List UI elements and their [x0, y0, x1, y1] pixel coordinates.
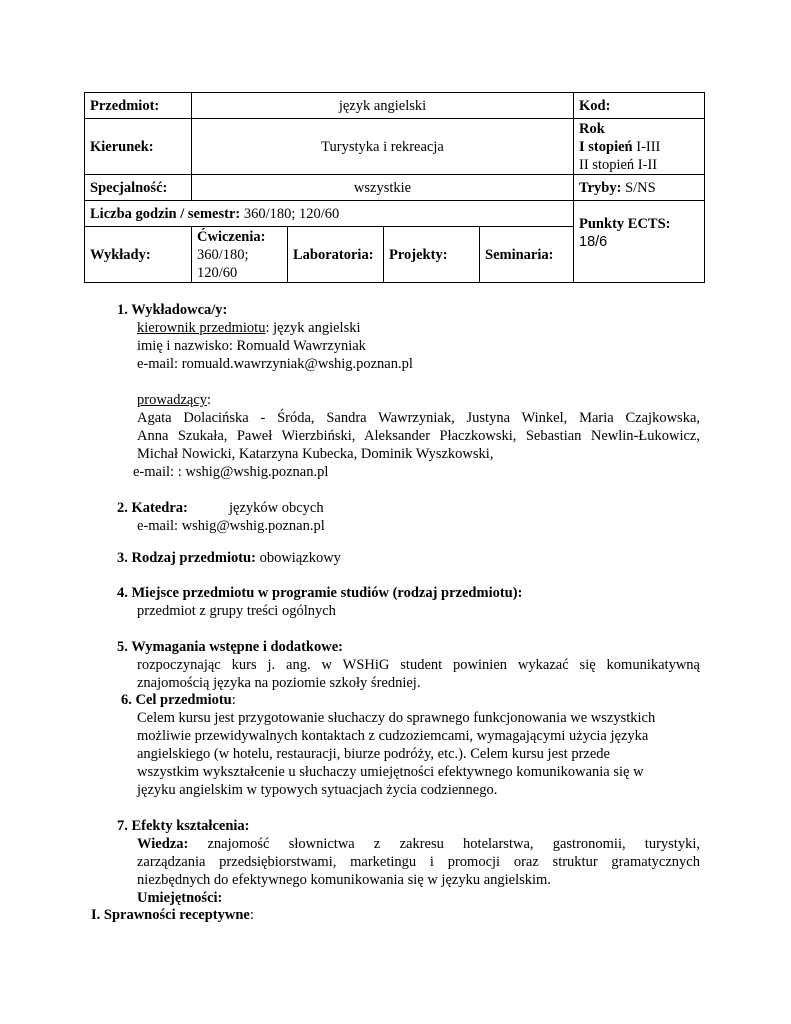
- sprawnosci-receptywne: [91, 906, 254, 924]
- prowadzacy-names-3: Michał Nowicki, Katarzyna Kubecka, Dominik Wyszkowski,: [137, 446, 494, 462]
- stopien1-value: I-III: [632, 138, 661, 155]
- cel-colon: :: [231, 692, 236, 708]
- prowadzacy-colon: :: [207, 392, 212, 408]
- liczba-value: 360/180; 120/60: [240, 205, 340, 222]
- katedra-email: e-mail: wshig@wshig.poznan.pl: [137, 518, 325, 534]
- liczba-label: Liczba godzin / semestr:: [90, 205, 241, 222]
- sprawnosci-label: I. Sprawności receptywne: [91, 907, 250, 923]
- prowadzacy-line: [137, 391, 211, 409]
- kierownik-email: e-mail: romuald.wawrzyniak@wshig.poznan.pl: [137, 356, 413, 372]
- wymagania-line-2: znajomością języka na poziomie szkoły średniej.: [137, 675, 421, 691]
- katedra-value: języków obcych: [229, 500, 324, 516]
- kierownik-value: : język angielski: [265, 320, 361, 336]
- kierownik-line: [137, 319, 361, 337]
- cel-line-2: możliwie przewidywalnych kontaktach z cudzoziemcami, wymagającymi użycia języka: [137, 728, 649, 744]
- rok-cell: [574, 119, 705, 175]
- stopien2: II stopień I-II: [579, 156, 658, 173]
- section-2-heading: 2. Katedra:: [117, 500, 188, 516]
- prowadzacy-names-2: Anna Szukała, Paweł Wierzbiński, Aleksander Płaczkowski, Sebastian Newlin-Łukowicz,: [137, 428, 700, 444]
- section-4-heading: 4. Miejsce przedmiotu w programie studiów (rodzaj przedmiotu):: [117, 585, 523, 601]
- projekty-label: Projekty:: [384, 227, 480, 283]
- punkty-value: 18/6: [579, 234, 608, 250]
- section-1-heading: 1. Wykładowca/y:: [117, 302, 228, 318]
- specjalnosc-value: wszystkie: [192, 175, 574, 201]
- section-5-heading: 5. Wymagania wstępne i dodatkowe:: [117, 639, 343, 655]
- section-3: [117, 549, 341, 567]
- wiedza-line-2: zarządzania przedsiębiorstwami, marketingu i promocji oraz struktur gramatycznych: [137, 854, 700, 870]
- cwiczenia-label: Ćwiczenia:: [197, 228, 266, 245]
- imie-nazwisko: imię i nazwisko: Romuald Wawrzyniak: [137, 338, 366, 354]
- section-6: [121, 691, 236, 709]
- course-info-table: [84, 92, 705, 283]
- cwiczenia-value1: 360/180;: [197, 246, 249, 263]
- section-6-heading: 6. Cel przedmiotu: [121, 692, 232, 708]
- przedmiot-value: język angielski: [192, 93, 574, 119]
- rok-label: Rok: [579, 120, 605, 137]
- cel-line-3: angielskiego (w hotelu, restauracji, biurze podróży, etc.). Celem kursu jest przede: [137, 746, 610, 762]
- punkty-cell: [574, 201, 705, 283]
- specjalnosc-label: Specjalność:: [85, 175, 192, 201]
- wyklady-label: Wykłady:: [85, 227, 192, 283]
- prowadzacy-names-1: Agata Dolacińska - Śróda, Sandra Wawrzyniak, Justyna Winkel, Maria Czajkowska,: [137, 410, 700, 426]
- umiejetnosci-label: Umiejętności:: [137, 890, 223, 906]
- kierunek-label: Kierunek:: [85, 119, 192, 175]
- cel-line-1: Celem kursu jest przygotowanie słuchaczy do sprawnego funkcjonowania we wszystkich: [137, 710, 656, 726]
- wiedza-label: Wiedza:: [137, 836, 189, 852]
- wiedza-line-1: [137, 835, 700, 853]
- tryby-label: Tryby:: [579, 179, 622, 196]
- stopien1: [579, 138, 699, 156]
- tryby-cell: [574, 175, 705, 201]
- section-3-heading: 3. Rodzaj przedmiotu:: [117, 550, 256, 566]
- prowadzacy-label: prowadzący: [137, 392, 208, 408]
- stopien1-label: I stopień: [579, 138, 633, 155]
- przedmiot-label: Przedmiot:: [85, 93, 192, 119]
- cwiczenia-value2: 120/60: [197, 264, 238, 281]
- liczba-godzin: [85, 201, 574, 227]
- seminaria-label: Seminaria:: [480, 227, 574, 283]
- tryby-value: S/NS: [621, 179, 656, 196]
- wiedza-line-3: niezbędnych do efektywnego komunikowania się w języku angielskim.: [137, 872, 551, 888]
- kierownik-label: kierownik przedmiotu: [137, 320, 266, 336]
- wymagania-line-1: rozpoczynając kurs j. ang. w WSHiG student powinien wykazać się komunikatywną: [137, 657, 700, 673]
- miejsce-value: przedmiot z grupy treści ogólnych: [137, 603, 336, 619]
- sprawnosci-colon: :: [249, 907, 254, 923]
- cel-line-5: języku angielskim w typowych sytuacjach życia codziennego.: [137, 782, 498, 798]
- kod-label: Kod:: [574, 93, 705, 119]
- kierunek-value: Turystyka i rekreacja: [192, 119, 574, 175]
- wiedza-text-1: znajomość słownictwa z zakresu hotelarstwa, gastronomii, turystyki,: [188, 836, 700, 852]
- laboratoria-label: Laboratoria:: [288, 227, 384, 283]
- cwiczenia-cell: [192, 227, 288, 283]
- prowadzacy-email: e-mail: : wshig@wshig.poznan.pl: [133, 464, 329, 480]
- punkty-label: Punkty ECTS:: [579, 216, 671, 232]
- section-7-heading: 7. Efekty kształcenia:: [117, 818, 250, 834]
- cel-line-4: wszystkim wykształcenie u słuchaczy umiejętności efektywnego komunikowania się w: [137, 764, 644, 780]
- rodzaj-value: obowiązkowy: [255, 550, 341, 566]
